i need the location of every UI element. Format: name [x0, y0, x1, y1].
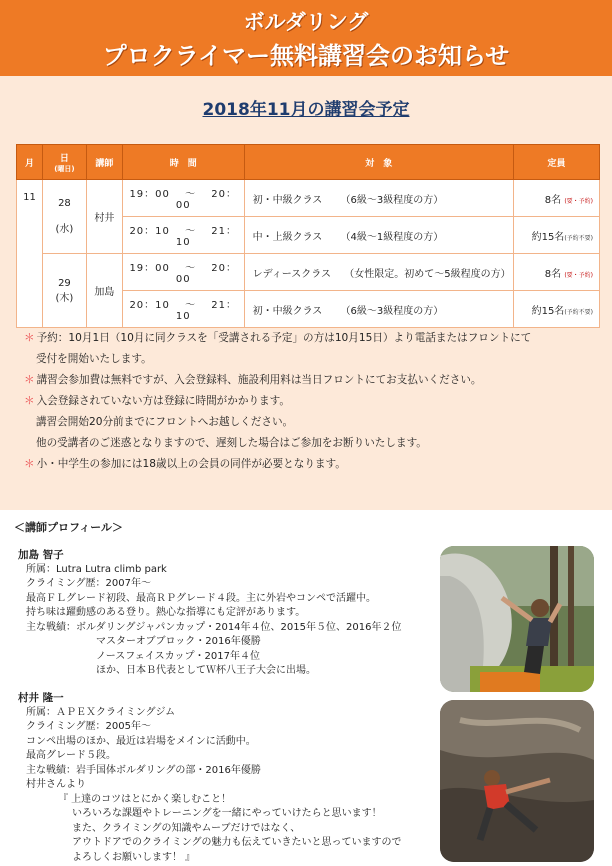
profile-line: クライミング歴：2007年～ — [26, 578, 151, 589]
target-cell: レディースクラス （女性限定。初めて～5級程度の方） — [244, 254, 513, 291]
capacity-cell: 8名 (要・予約) — [514, 180, 600, 217]
profile-line: ほか、日本Ｂ代表としてＷ杯八王子大会に出場。 — [96, 665, 316, 676]
quote-line: よろしくお願いします！ 』 — [72, 851, 196, 863]
profile-line: 最高ＦＬグレード初段、最高ＲＰグレード４段。主に外岩やコンペで活躍中。 — [26, 592, 376, 604]
profile-murai — [18, 691, 402, 865]
time-cell: 19：00 ～ 20：00 — [122, 254, 244, 291]
profile-line: 所属：ＡＰＥＸクライミングジム — [26, 706, 176, 718]
time-cell: 19：00 ～ 20：00 — [122, 180, 244, 217]
table-header-row — [17, 145, 600, 180]
notice-item: ＊ 小・中学生の参加には18歳以上の会員の同伴が必要となります。 — [24, 458, 346, 470]
capacity-cell: 8名 (要・予約) — [514, 254, 600, 291]
profile-line: クライミング歴：2005年～ — [26, 721, 151, 732]
climber-photo-icon — [440, 700, 594, 862]
instructor-cell: 加島 — [86, 254, 122, 328]
header-title-line1: ボルダリング — [243, 10, 369, 34]
header-target: 対 象 — [244, 145, 513, 180]
profile-line: ノースフェイスカップ・2017年４位 — [96, 650, 260, 662]
notice-list — [24, 328, 594, 475]
header-capacity: 定員 — [514, 145, 600, 180]
notice-item-cont: 講習会開始20分前までにフロントへお越しください。 — [36, 416, 294, 428]
target-cell: 中・上級クラス （4級～1級程度の方） — [244, 217, 513, 254]
table-row — [17, 180, 600, 217]
quote-line: 『 上達のコツはとにかく楽しむこと！ — [58, 793, 232, 805]
notice-item-cont: 受付を開始いたします。 — [36, 353, 152, 365]
header-title-line2: プロクライマー無料講習会のお知らせ — [102, 42, 510, 70]
notice-item: ＊ 予約：10月1日（10月に同クラスを「受講される予定」の方は10月15日）より電話またはフロントにて — [24, 332, 532, 344]
schedule-table — [16, 144, 600, 328]
schedule-section — [0, 76, 612, 510]
table-row — [17, 254, 600, 291]
climber-photo-2 — [440, 700, 594, 862]
profile-kashima — [18, 548, 401, 679]
capacity-cell: 約15名(予約不要) — [514, 291, 600, 328]
target-cell: 初・中級クラス （6級～3級程度の方） — [244, 291, 513, 328]
climber-photo-1 — [440, 546, 594, 692]
profile-line: 持ち味は躍動感のある登り。熱心な指導にも定評があります。 — [26, 607, 306, 618]
header-day: 日 (曜日) — [42, 145, 86, 180]
notice-item: ＊ 講習会参加費は無料ですが、入会登録料、施設利用料は当日フロントにてお支払いください。 — [24, 374, 482, 386]
notice-item: ＊ 入会登録されていない方は登録に時間がかかります。 — [24, 395, 290, 407]
quote-line: アウトドアでのクライミングの魅力も伝えていきたいと思っていますので — [72, 837, 402, 848]
profile-line: 所属：Lutra Lutra climb park — [26, 563, 167, 575]
profile-line: マスターオブブロック・2016年優勝 — [96, 636, 261, 647]
instructor-name: 村井 隆一 — [18, 692, 64, 704]
quote-line: いろいろな課題やトレーニングを一緒にやっていけたらと思います！ — [72, 808, 382, 819]
profile-line: コンペ出場のほか、最近は岩場をメインに活動中。 — [26, 735, 256, 747]
profile-line: 主な戦績：岩手国体ボルダリングの部・2016年優勝 — [26, 764, 261, 776]
time-cell: 20：10 ～ 21：10 — [122, 291, 244, 328]
instructor-cell: 村井 — [86, 180, 122, 254]
page-header — [0, 0, 612, 76]
date-cell: 28 (水) — [42, 180, 86, 254]
profile-heading: ＜講師プロフィール＞ — [14, 521, 123, 534]
month-cell: 11 — [17, 180, 43, 328]
header-instructor: 講師 — [86, 145, 122, 180]
notice-item-cont: 他の受講者のご迷惑となりますので、遅刻した場合はご参加をお断りいたします。 — [36, 437, 427, 449]
profile-line: 村井さんより — [26, 779, 86, 790]
quote-line: また、クライミングの知識やムーブだけではなく、 — [72, 822, 301, 834]
header-time: 時 間 — [122, 145, 244, 180]
header-month: 月 — [17, 145, 43, 180]
profile-line: 最高グレード５段。 — [26, 750, 116, 761]
instructor-name: 加島 智子 — [18, 549, 64, 561]
schedule-subtitle: 2018年11月の講習会予定 — [202, 100, 410, 120]
target-cell: 初・中級クラス （6級～3級程度の方） — [244, 180, 513, 217]
climber-photo-icon — [440, 546, 594, 692]
capacity-cell: 約15名(予約不要) — [514, 217, 600, 254]
profile-line: 主な戦績：ボルダリングジャパンカップ・2014年４位、2015年５位、2016年２位 — [26, 621, 402, 633]
date-cell: 29 (木) — [42, 254, 86, 328]
time-cell: 20：10 ～ 21：10 — [122, 217, 244, 254]
